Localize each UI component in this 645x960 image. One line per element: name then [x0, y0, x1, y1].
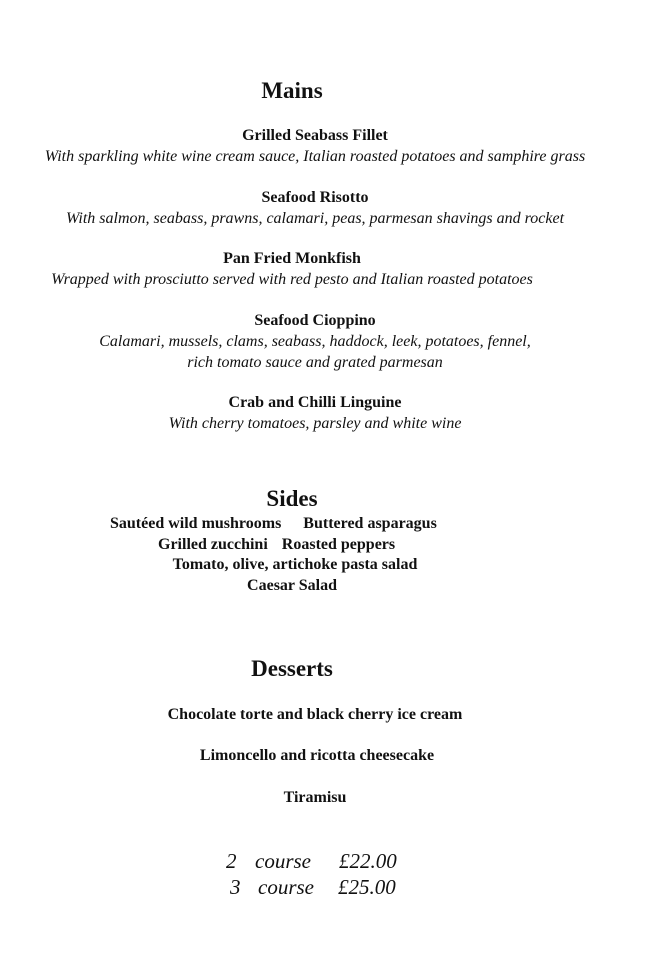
dessert-item: Limoncello and ricotta cheesecake — [199, 747, 435, 764]
course-price: £25.00 — [338, 875, 396, 899]
dessert-item: Chocolate torte and black cherry ice cream — [167, 706, 463, 723]
side-item: Roasted peppers — [281, 536, 396, 553]
mains-heading: Mains — [261, 78, 323, 103]
side-item: Caesar Salad — [247, 577, 337, 594]
dish-description: rich tomato sauce and grated parmesan — [187, 354, 443, 371]
side-item: Buttered asparagus — [303, 515, 437, 532]
dish-name: Seafood Risotto — [261, 189, 369, 206]
sides-heading: Sides — [266, 486, 318, 511]
course-label: course — [258, 875, 314, 899]
dish-name: Crab and Chilli Linguine — [228, 394, 402, 411]
dish-description: With sparkling white wine cream sauce, Italian roasted potatoes and samphire grass — [44, 148, 586, 165]
side-item: Tomato, olive, artichoke pasta salad — [172, 556, 418, 573]
sides-row — [0, 555, 590, 575]
price-line-3-course — [230, 874, 396, 900]
course-price: £22.00 — [339, 849, 397, 873]
price-line-2-course — [226, 848, 397, 874]
desserts-heading: Desserts — [251, 656, 333, 681]
sides-row — [158, 535, 395, 555]
sides-row — [110, 514, 437, 534]
course-count: 2 — [226, 849, 237, 873]
course-label: course — [255, 849, 311, 873]
dish-description: With salmon, seabass, prawns, calamari, peas, parmesan shavings and rocket — [65, 210, 565, 227]
dish-name: Pan Fried Monkfish — [223, 250, 361, 267]
course-count: 3 — [230, 875, 241, 899]
side-item: Sautéed wild mushrooms — [110, 515, 282, 532]
dish-description: Calamari, mussels, clams, seabass, haddock, leek, potatoes, fennel, — [99, 333, 531, 350]
dish-description: Wrapped with prosciutto served with red pesto and Italian roasted potatoes — [51, 271, 533, 288]
dish-name: Seafood Cioppino — [254, 312, 376, 329]
dish-description: With cherry tomatoes, parsley and white wine — [168, 415, 462, 432]
sides-row — [0, 576, 584, 596]
side-item: Grilled zucchini — [158, 536, 268, 553]
dish-name: Grilled Seabass Fillet — [242, 127, 388, 144]
dessert-item: Tiramisu — [283, 789, 347, 806]
